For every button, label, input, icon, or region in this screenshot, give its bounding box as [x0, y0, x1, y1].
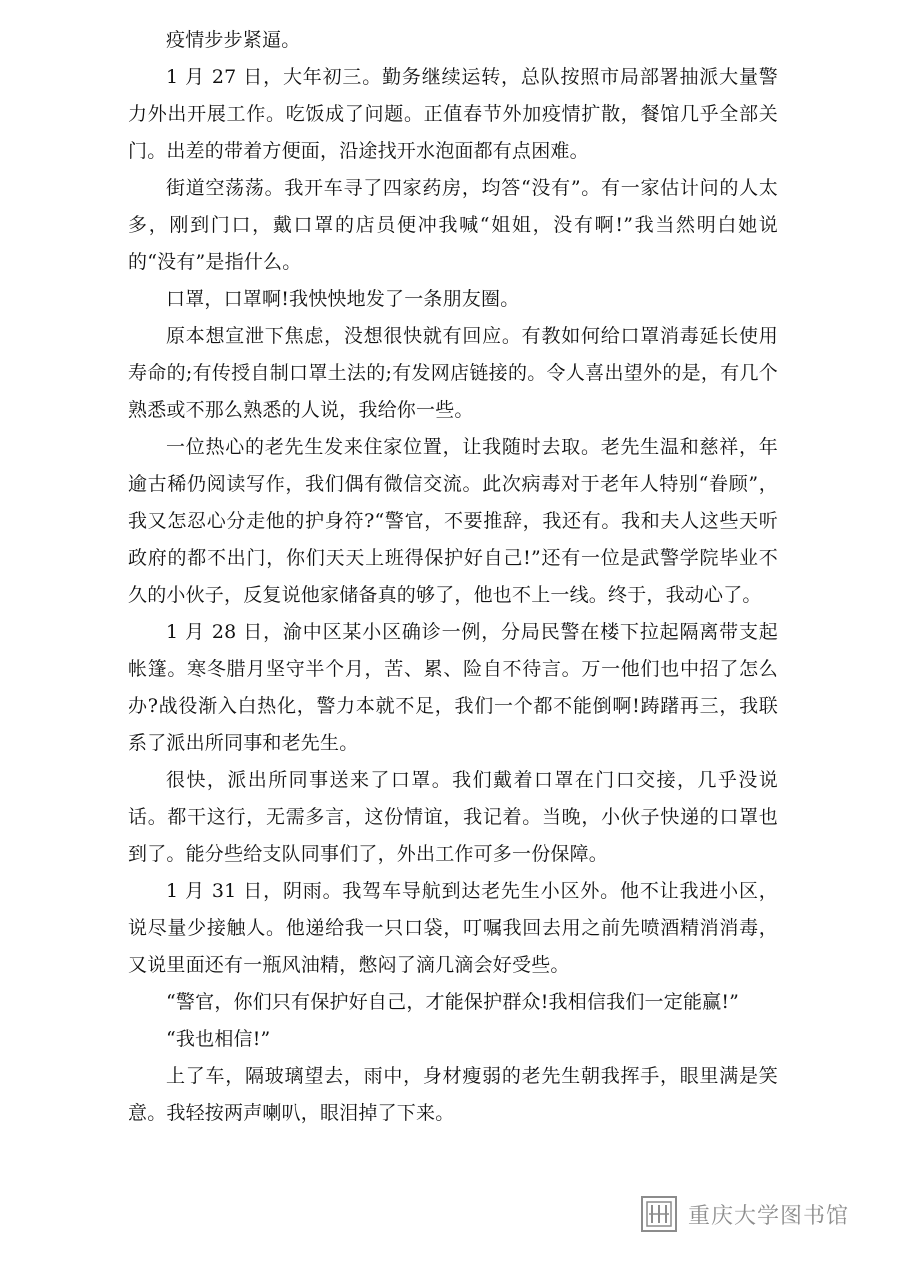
- paragraph: 1 月 27 日，大年初三。勤务继续运转，总队按照市局部署抽派大量警力外出开展工作。吃饭成了问题。正值春节外加疫情扩散，餐馆几乎全部关门。出差的带着方便面，沿途找开水泡面都有点困难。: [128, 66, 778, 162]
- paragraph: “我也相信!”: [166, 1028, 271, 1050]
- article-body: [128, 22, 778, 1132]
- paragraph: 1 月 28 日，渝中区某小区确诊一例，分局民警在楼下拉起隔离带支起帐篷。寒冬腊月坚守半个月，苦、累、险自不待言。万一他们也中招了怎么办?战役渐入白热化，警力本就不足，我们一个都不能倒啊!踌躇再三，我联系了派出所同事和老先生。: [128, 621, 778, 754]
- paragraph: 很快，派出所同事送来了口罩。我们戴着口罩在门口交接，几乎没说话。都干这行，无需多言，这份情谊，我记着。当晚，小伙子快递的口罩也到了。能分些给支队同事们了，外出工作可多一份保障。: [128, 769, 778, 865]
- paragraph: 疫情步步紧逼。: [166, 29, 301, 51]
- paragraph: 1 月 31 日，阴雨。我驾车导航到达老先生小区外。他不让我进小区，说尽量少接触人。他递给我一只口袋，叮嘱我回去用之前先喷酒精消消毒，又说里面还有一瓶风油精，憋闷了滴几滴会好受些。: [128, 880, 778, 976]
- library-seal-icon: [640, 1195, 678, 1233]
- paragraph: 口罩，口罩啊!我怏怏地发了一条朋友圈。: [166, 288, 520, 310]
- paragraph: 街道空荡荡。我开车寻了四家药房，均答“没有”。有一家估计问的人太多，刚到门口，戴口罩的店员便冲我喊“姐姐，没有啊!”我当然明白她说的“没有”是指什么。: [128, 177, 778, 273]
- paragraph: 一位热心的老先生发来住家位置，让我随时去取。老先生温和慈祥，年逾古稀仍阅读写作，我们偶有微信交流。此次病毒对于老年人特别“眷顾”，我又怎忍心分走他的护身符?“警官，不要推辞，我还有。我和夫人这些天听政府的都不出门，你们天天上班得保护好自己!”还有一位是武警学院毕业不久的小伙子，反复说他家储备真的够了，他也不上一线。终于，我动心了。: [128, 436, 778, 606]
- watermark-text: 重庆大学图书馆: [688, 1203, 850, 1229]
- paragraph: 原本想宣泄下焦虑，没想很快就有回应。有教如何给口罩消毒延长使用寿命的;有传授自制口罩土法的;有发网店链接的。令人喜出望外的是，有几个熟悉或不那么熟悉的人说，我给你一些。: [128, 325, 778, 421]
- library-watermark: [640, 1192, 870, 1236]
- paragraph: 上了车，隔玻璃望去，雨中，身材瘦弱的老先生朝我挥手，眼里满是笑意。我轻按两声喇叭，眼泪掉了下来。: [128, 1065, 778, 1124]
- paragraph: “警官，你们只有保护好自己，才能保护群众!我相信我们一定能赢!”: [166, 991, 740, 1013]
